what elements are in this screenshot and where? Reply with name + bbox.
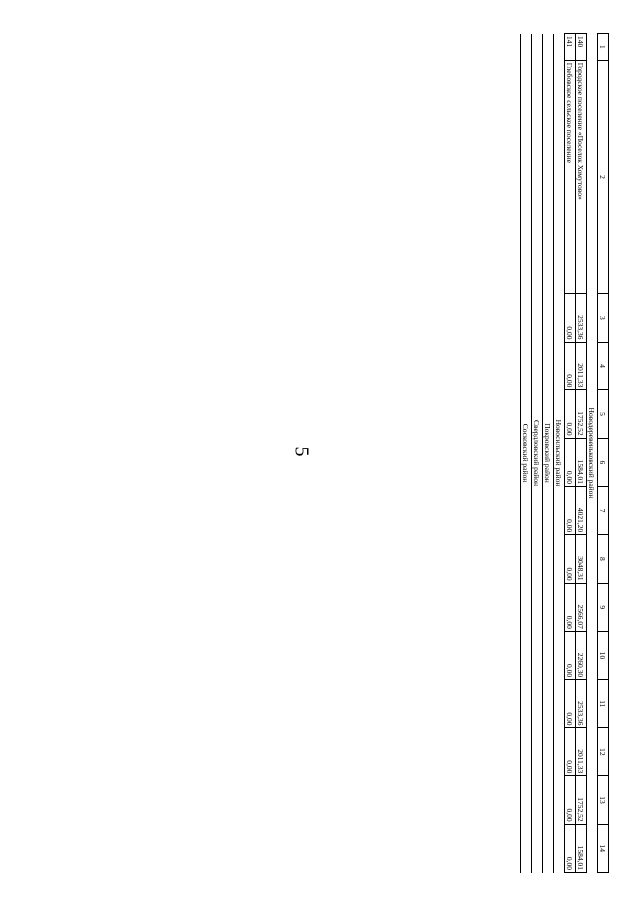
table-cell: 0,00 [564,583,575,631]
column-number: 3 [597,293,608,341]
table-cell: Глебовское сельское поселение [564,60,575,294]
column-number: 10 [597,631,608,679]
table-cell: 0,00 [564,389,575,437]
table-cell: 1584,01 [575,438,586,486]
table-cell: 2533,36 [575,293,586,341]
table-cell: Городское поселение «Поселок Хомутово» [575,60,586,294]
table-cell: 0,00 [564,293,575,341]
section-heading-row [520,33,531,872]
section-heading-row [542,33,553,872]
table-cell: 0,00 [564,775,575,823]
table-cell: 2566,07 [575,583,586,631]
table-row [575,33,586,872]
column-number: 8 [597,534,608,582]
section-heading-row [586,33,597,872]
table-cell: 0,00 [564,727,575,775]
table-cell: 0,00 [564,438,575,486]
column-number: 13 [597,775,608,823]
data-table [520,33,609,873]
table-cell: 2011,33 [575,342,586,390]
section-title: Новодеревеньковский район [586,33,597,872]
section-title: Свердловский район [531,33,542,872]
table-cell: 0,00 [564,679,575,727]
table-cell: 1584,01 [575,824,586,872]
column-number: 5 [597,389,608,437]
section-title: Новосильский район [553,33,564,872]
table-cell: 3048,31 [575,534,586,582]
table-cell: 0,00 [564,342,575,390]
table-cell: 0,00 [564,534,575,582]
section-title: Покровский район [542,33,553,872]
column-number: 4 [597,342,608,390]
page-number: 5 [290,446,313,457]
table-cell: 140 [575,33,586,60]
table-cell: 1752,52 [575,775,586,823]
table-cell: 0,00 [564,486,575,534]
column-number: 6 [597,438,608,486]
column-number: 14 [597,824,608,872]
table-row [564,33,575,872]
data-table-sheet [29,33,609,873]
table-cell: 4021,20 [575,486,586,534]
column-number: 1 [597,33,608,60]
section-title: Сосковский район [520,33,531,872]
table-cell: 0,00 [564,824,575,872]
column-number: 12 [597,727,608,775]
table-cell: 2260,30 [575,631,586,679]
table-cell: 2533,36 [575,679,586,727]
section-heading-row [531,33,542,872]
column-number: 7 [597,486,608,534]
table-cell: 141 [564,33,575,60]
column-number: 2 [597,60,608,294]
column-number: 9 [597,583,608,631]
table-cell: 1752,52 [575,389,586,437]
table-cell: 0,00 [564,631,575,679]
column-number-row [597,33,608,872]
table-cell: 2011,33 [575,727,586,775]
section-heading-row [553,33,564,872]
column-number: 11 [597,679,608,727]
